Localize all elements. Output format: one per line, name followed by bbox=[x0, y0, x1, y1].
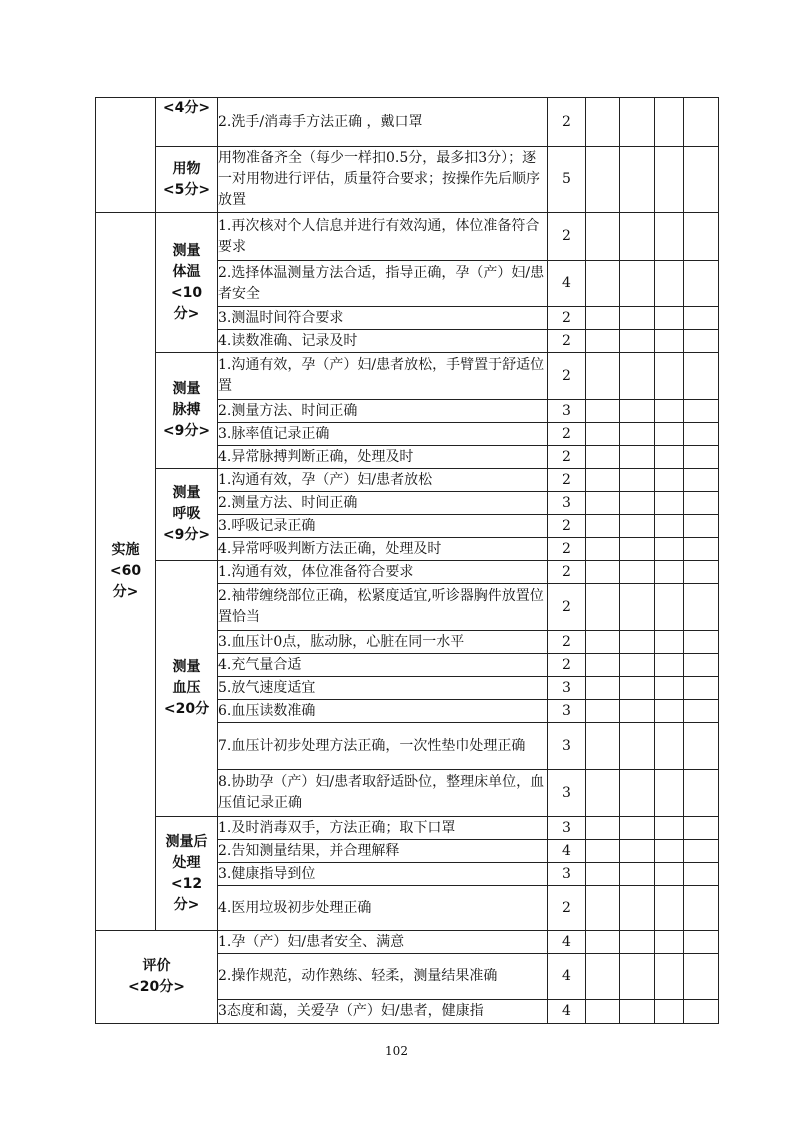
item-cell: 2.洗手/消毒手方法正确 ，戴口罩 bbox=[218, 98, 548, 147]
blank-cell bbox=[655, 886, 684, 931]
blank-cell bbox=[684, 840, 719, 863]
score-cell: 5 bbox=[548, 147, 586, 213]
page-number: 102 bbox=[385, 1044, 408, 1058]
blank-cell bbox=[684, 423, 719, 446]
score-cell: 4 bbox=[548, 1000, 586, 1024]
item-cell: 4.异常呼吸判断方法正确，处理及时 bbox=[218, 538, 548, 561]
blank-cell bbox=[620, 1000, 655, 1024]
blank-cell bbox=[620, 98, 655, 147]
blank-cell bbox=[684, 631, 719, 654]
blank-cell bbox=[655, 770, 684, 817]
blank-cell bbox=[655, 1000, 684, 1024]
score-cell: 2 bbox=[548, 98, 586, 147]
table-row bbox=[96, 213, 719, 261]
blank-cell bbox=[684, 538, 719, 561]
scoring-table bbox=[95, 97, 719, 1024]
blank-cell bbox=[684, 147, 719, 213]
blank-cell bbox=[655, 723, 684, 770]
item-cell: 4.异常脉搏判断正确，处理及时 bbox=[218, 446, 548, 469]
item-cell: 4.读数准确、记录及时 bbox=[218, 330, 548, 353]
blank-cell bbox=[586, 677, 620, 700]
blank-cell bbox=[620, 469, 655, 492]
blank-cell bbox=[586, 261, 620, 307]
score-cell: 3 bbox=[548, 817, 586, 840]
score-cell: 2 bbox=[548, 654, 586, 677]
blank-cell bbox=[684, 330, 719, 353]
score-cell: 4 bbox=[548, 840, 586, 863]
item-cell: 5.放气速度适宜 bbox=[218, 677, 548, 700]
blank-cell bbox=[620, 954, 655, 1000]
score-cell: 2 bbox=[548, 213, 586, 261]
blank-cell bbox=[655, 213, 684, 261]
blank-cell bbox=[655, 446, 684, 469]
blank-cell bbox=[684, 954, 719, 1000]
blank-cell bbox=[586, 584, 620, 631]
category-cell-evaluate: 评价 <20分> bbox=[96, 931, 218, 1024]
score-cell: 2 bbox=[548, 561, 586, 584]
score-cell: 2 bbox=[548, 469, 586, 492]
blank-cell bbox=[655, 931, 684, 954]
score-cell: 2 bbox=[548, 886, 586, 931]
blank-cell bbox=[586, 770, 620, 817]
table-row bbox=[96, 931, 719, 954]
blank-cell bbox=[684, 723, 719, 770]
blank-cell bbox=[620, 213, 655, 261]
blank-cell bbox=[684, 469, 719, 492]
blank-cell bbox=[655, 538, 684, 561]
item-cell: 用物准备齐全（每少一样扣0.5分，最多扣3分）；逐一对用物进行评估，质量符合要求；按操作先后顺序放置 bbox=[218, 147, 548, 213]
blank-cell bbox=[620, 423, 655, 446]
blank-cell bbox=[586, 400, 620, 423]
table-row bbox=[96, 469, 719, 492]
blank-cell bbox=[620, 654, 655, 677]
blank-cell bbox=[586, 423, 620, 446]
item-cell: 1.孕（产）妇/患者安全、满意 bbox=[218, 931, 548, 954]
blank-cell bbox=[655, 492, 684, 515]
category-cell bbox=[96, 98, 156, 213]
blank-cell bbox=[684, 561, 719, 584]
blank-cell bbox=[620, 515, 655, 538]
item-cell: 3.测温时间符合要求 bbox=[218, 307, 548, 330]
blank-cell bbox=[655, 677, 684, 700]
blank-cell bbox=[655, 863, 684, 886]
item-cell: 2.测量方法、时间正确 bbox=[218, 492, 548, 515]
blank-cell bbox=[586, 446, 620, 469]
blank-cell bbox=[655, 631, 684, 654]
blank-cell bbox=[655, 840, 684, 863]
blank-cell bbox=[655, 515, 684, 538]
table-row bbox=[96, 817, 719, 840]
item-cell: 8.协助孕（产）妇/患者取舒适卧位，整理床单位，血压值记录正确 bbox=[218, 770, 548, 817]
blank-cell bbox=[655, 469, 684, 492]
item-cell: 6.血压读数准确 bbox=[218, 700, 548, 723]
blank-cell bbox=[684, 677, 719, 700]
blank-cell bbox=[684, 654, 719, 677]
item-cell: 3.血压计0点，肱动脉，心脏在同一水平 bbox=[218, 631, 548, 654]
blank-cell bbox=[620, 307, 655, 330]
blank-cell bbox=[586, 538, 620, 561]
blank-cell bbox=[586, 213, 620, 261]
item-cell: 3.健康指导到位 bbox=[218, 863, 548, 886]
table-row bbox=[96, 353, 719, 400]
blank-cell bbox=[684, 584, 719, 631]
blank-cell bbox=[620, 677, 655, 700]
item-cell: 1.沟通有效，体位准备符合要求 bbox=[218, 561, 548, 584]
blank-cell bbox=[655, 98, 684, 147]
blank-cell bbox=[684, 400, 719, 423]
blank-cell bbox=[620, 492, 655, 515]
blank-cell bbox=[586, 469, 620, 492]
blank-cell bbox=[684, 931, 719, 954]
item-cell: 1.沟通有效，孕（产）妇/患者放松 bbox=[218, 469, 548, 492]
score-cell: 2 bbox=[548, 353, 586, 400]
subcategory-cell: 测量 脉搏 <9分> bbox=[156, 353, 218, 469]
score-cell: 2 bbox=[548, 423, 586, 446]
blank-cell bbox=[586, 886, 620, 931]
blank-cell bbox=[586, 492, 620, 515]
item-cell: 4.医用垃圾初步处理正确 bbox=[218, 886, 548, 931]
blank-cell bbox=[655, 561, 684, 584]
item-cell: 2.袖带缠绕部位正确，松紧度适宜,听诊器胸件放置位置恰当 bbox=[218, 584, 548, 631]
subcategory-cell: 测量 体温 <10 分> bbox=[156, 213, 218, 353]
item-cell: 2.告知测量结果，并合理解释 bbox=[218, 840, 548, 863]
score-cell: 4 bbox=[548, 954, 586, 1000]
blank-cell bbox=[655, 954, 684, 1000]
blank-cell bbox=[684, 307, 719, 330]
score-cell: 2 bbox=[548, 538, 586, 561]
table-row bbox=[96, 98, 719, 147]
subcategory-cell: <4分> bbox=[156, 98, 218, 147]
blank-cell bbox=[655, 817, 684, 840]
blank-cell bbox=[684, 700, 719, 723]
blank-cell bbox=[655, 147, 684, 213]
blank-cell bbox=[684, 817, 719, 840]
score-cell: 3 bbox=[548, 677, 586, 700]
blank-cell bbox=[655, 400, 684, 423]
blank-cell bbox=[586, 954, 620, 1000]
score-cell: 4 bbox=[548, 261, 586, 307]
blank-cell bbox=[586, 631, 620, 654]
score-cell: 3 bbox=[548, 863, 586, 886]
blank-cell bbox=[620, 863, 655, 886]
subcategory-cell: 测量 血压 <20分 bbox=[156, 561, 218, 817]
item-cell: 2.测量方法、时间正确 bbox=[218, 400, 548, 423]
blank-cell bbox=[684, 261, 719, 307]
blank-cell bbox=[620, 584, 655, 631]
blank-cell bbox=[620, 700, 655, 723]
score-cell: 3 bbox=[548, 400, 586, 423]
blank-cell bbox=[655, 700, 684, 723]
blank-cell bbox=[586, 817, 620, 840]
blank-cell bbox=[620, 770, 655, 817]
item-cell: 3.脉率值记录正确 bbox=[218, 423, 548, 446]
blank-cell bbox=[655, 423, 684, 446]
blank-cell bbox=[684, 446, 719, 469]
blank-cell bbox=[620, 817, 655, 840]
item-cell: 3.呼吸记录正确 bbox=[218, 515, 548, 538]
subcategory-cell: 测量 呼吸 <9分> bbox=[156, 469, 218, 561]
blank-cell bbox=[620, 330, 655, 353]
blank-cell bbox=[586, 98, 620, 147]
table-row bbox=[96, 147, 719, 213]
item-cell: 1.再次核对个人信息并进行有效沟通，体位准备符合要求 bbox=[218, 213, 548, 261]
blank-cell bbox=[586, 330, 620, 353]
item-cell: 2.操作规范，动作熟练、轻柔，测量结果准确 bbox=[218, 954, 548, 1000]
blank-cell bbox=[586, 515, 620, 538]
item-cell: 3态度和蔼，关爱孕（产）妇/患者，健康指 bbox=[218, 1000, 548, 1024]
score-cell: 2 bbox=[548, 631, 586, 654]
blank-cell bbox=[620, 538, 655, 561]
item-cell: 1.及时消毒双手，方法正确；取下口罩 bbox=[218, 817, 548, 840]
blank-cell bbox=[655, 307, 684, 330]
blank-cell bbox=[586, 723, 620, 770]
blank-cell bbox=[620, 723, 655, 770]
blank-cell bbox=[586, 700, 620, 723]
blank-cell bbox=[684, 492, 719, 515]
score-cell: 2 bbox=[548, 515, 586, 538]
score-cell: 2 bbox=[548, 330, 586, 353]
category-cell-implement: 实施 <60 分> bbox=[96, 213, 156, 931]
blank-cell bbox=[684, 515, 719, 538]
blank-cell bbox=[620, 561, 655, 584]
item-cell: 7.血压计初步处理方法正确，一次性垫巾处理正确 bbox=[218, 723, 548, 770]
blank-cell bbox=[684, 1000, 719, 1024]
blank-cell bbox=[586, 1000, 620, 1024]
item-cell: 4.充气量合适 bbox=[218, 654, 548, 677]
blank-cell bbox=[586, 931, 620, 954]
blank-cell bbox=[655, 261, 684, 307]
blank-cell bbox=[655, 330, 684, 353]
blank-cell bbox=[655, 353, 684, 400]
blank-cell bbox=[620, 840, 655, 863]
blank-cell bbox=[684, 863, 719, 886]
blank-cell bbox=[586, 840, 620, 863]
blank-cell bbox=[684, 886, 719, 931]
blank-cell bbox=[620, 353, 655, 400]
score-cell: 4 bbox=[548, 931, 586, 954]
item-cell: 1.沟通有效，孕（产）妇/患者放松，手臂置于舒适位置 bbox=[218, 353, 548, 400]
blank-cell bbox=[655, 584, 684, 631]
blank-cell bbox=[586, 654, 620, 677]
subcategory-cell: 测量后 处理 <12 分> bbox=[156, 817, 218, 931]
blank-cell bbox=[684, 213, 719, 261]
score-cell: 2 bbox=[548, 446, 586, 469]
blank-cell bbox=[586, 147, 620, 213]
blank-cell bbox=[684, 770, 719, 817]
score-cell: 3 bbox=[548, 700, 586, 723]
score-cell: 3 bbox=[548, 723, 586, 770]
blank-cell bbox=[620, 446, 655, 469]
blank-cell bbox=[655, 654, 684, 677]
blank-cell bbox=[620, 400, 655, 423]
blank-cell bbox=[620, 886, 655, 931]
blank-cell bbox=[620, 631, 655, 654]
blank-cell bbox=[586, 353, 620, 400]
subcategory-cell: 用物 <5分> bbox=[156, 147, 218, 213]
blank-cell bbox=[620, 261, 655, 307]
blank-cell bbox=[586, 561, 620, 584]
blank-cell bbox=[620, 147, 655, 213]
blank-cell bbox=[586, 863, 620, 886]
score-cell: 3 bbox=[548, 492, 586, 515]
score-cell: 2 bbox=[548, 307, 586, 330]
item-cell: 2.选择体温测量方法合适，指导正确，孕（产）妇/患者安全 bbox=[218, 261, 548, 307]
blank-cell bbox=[586, 307, 620, 330]
table-row bbox=[96, 561, 719, 584]
blank-cell bbox=[684, 98, 719, 147]
blank-cell bbox=[684, 353, 719, 400]
blank-cell bbox=[620, 931, 655, 954]
score-cell: 2 bbox=[548, 584, 586, 631]
score-cell: 3 bbox=[548, 770, 586, 817]
